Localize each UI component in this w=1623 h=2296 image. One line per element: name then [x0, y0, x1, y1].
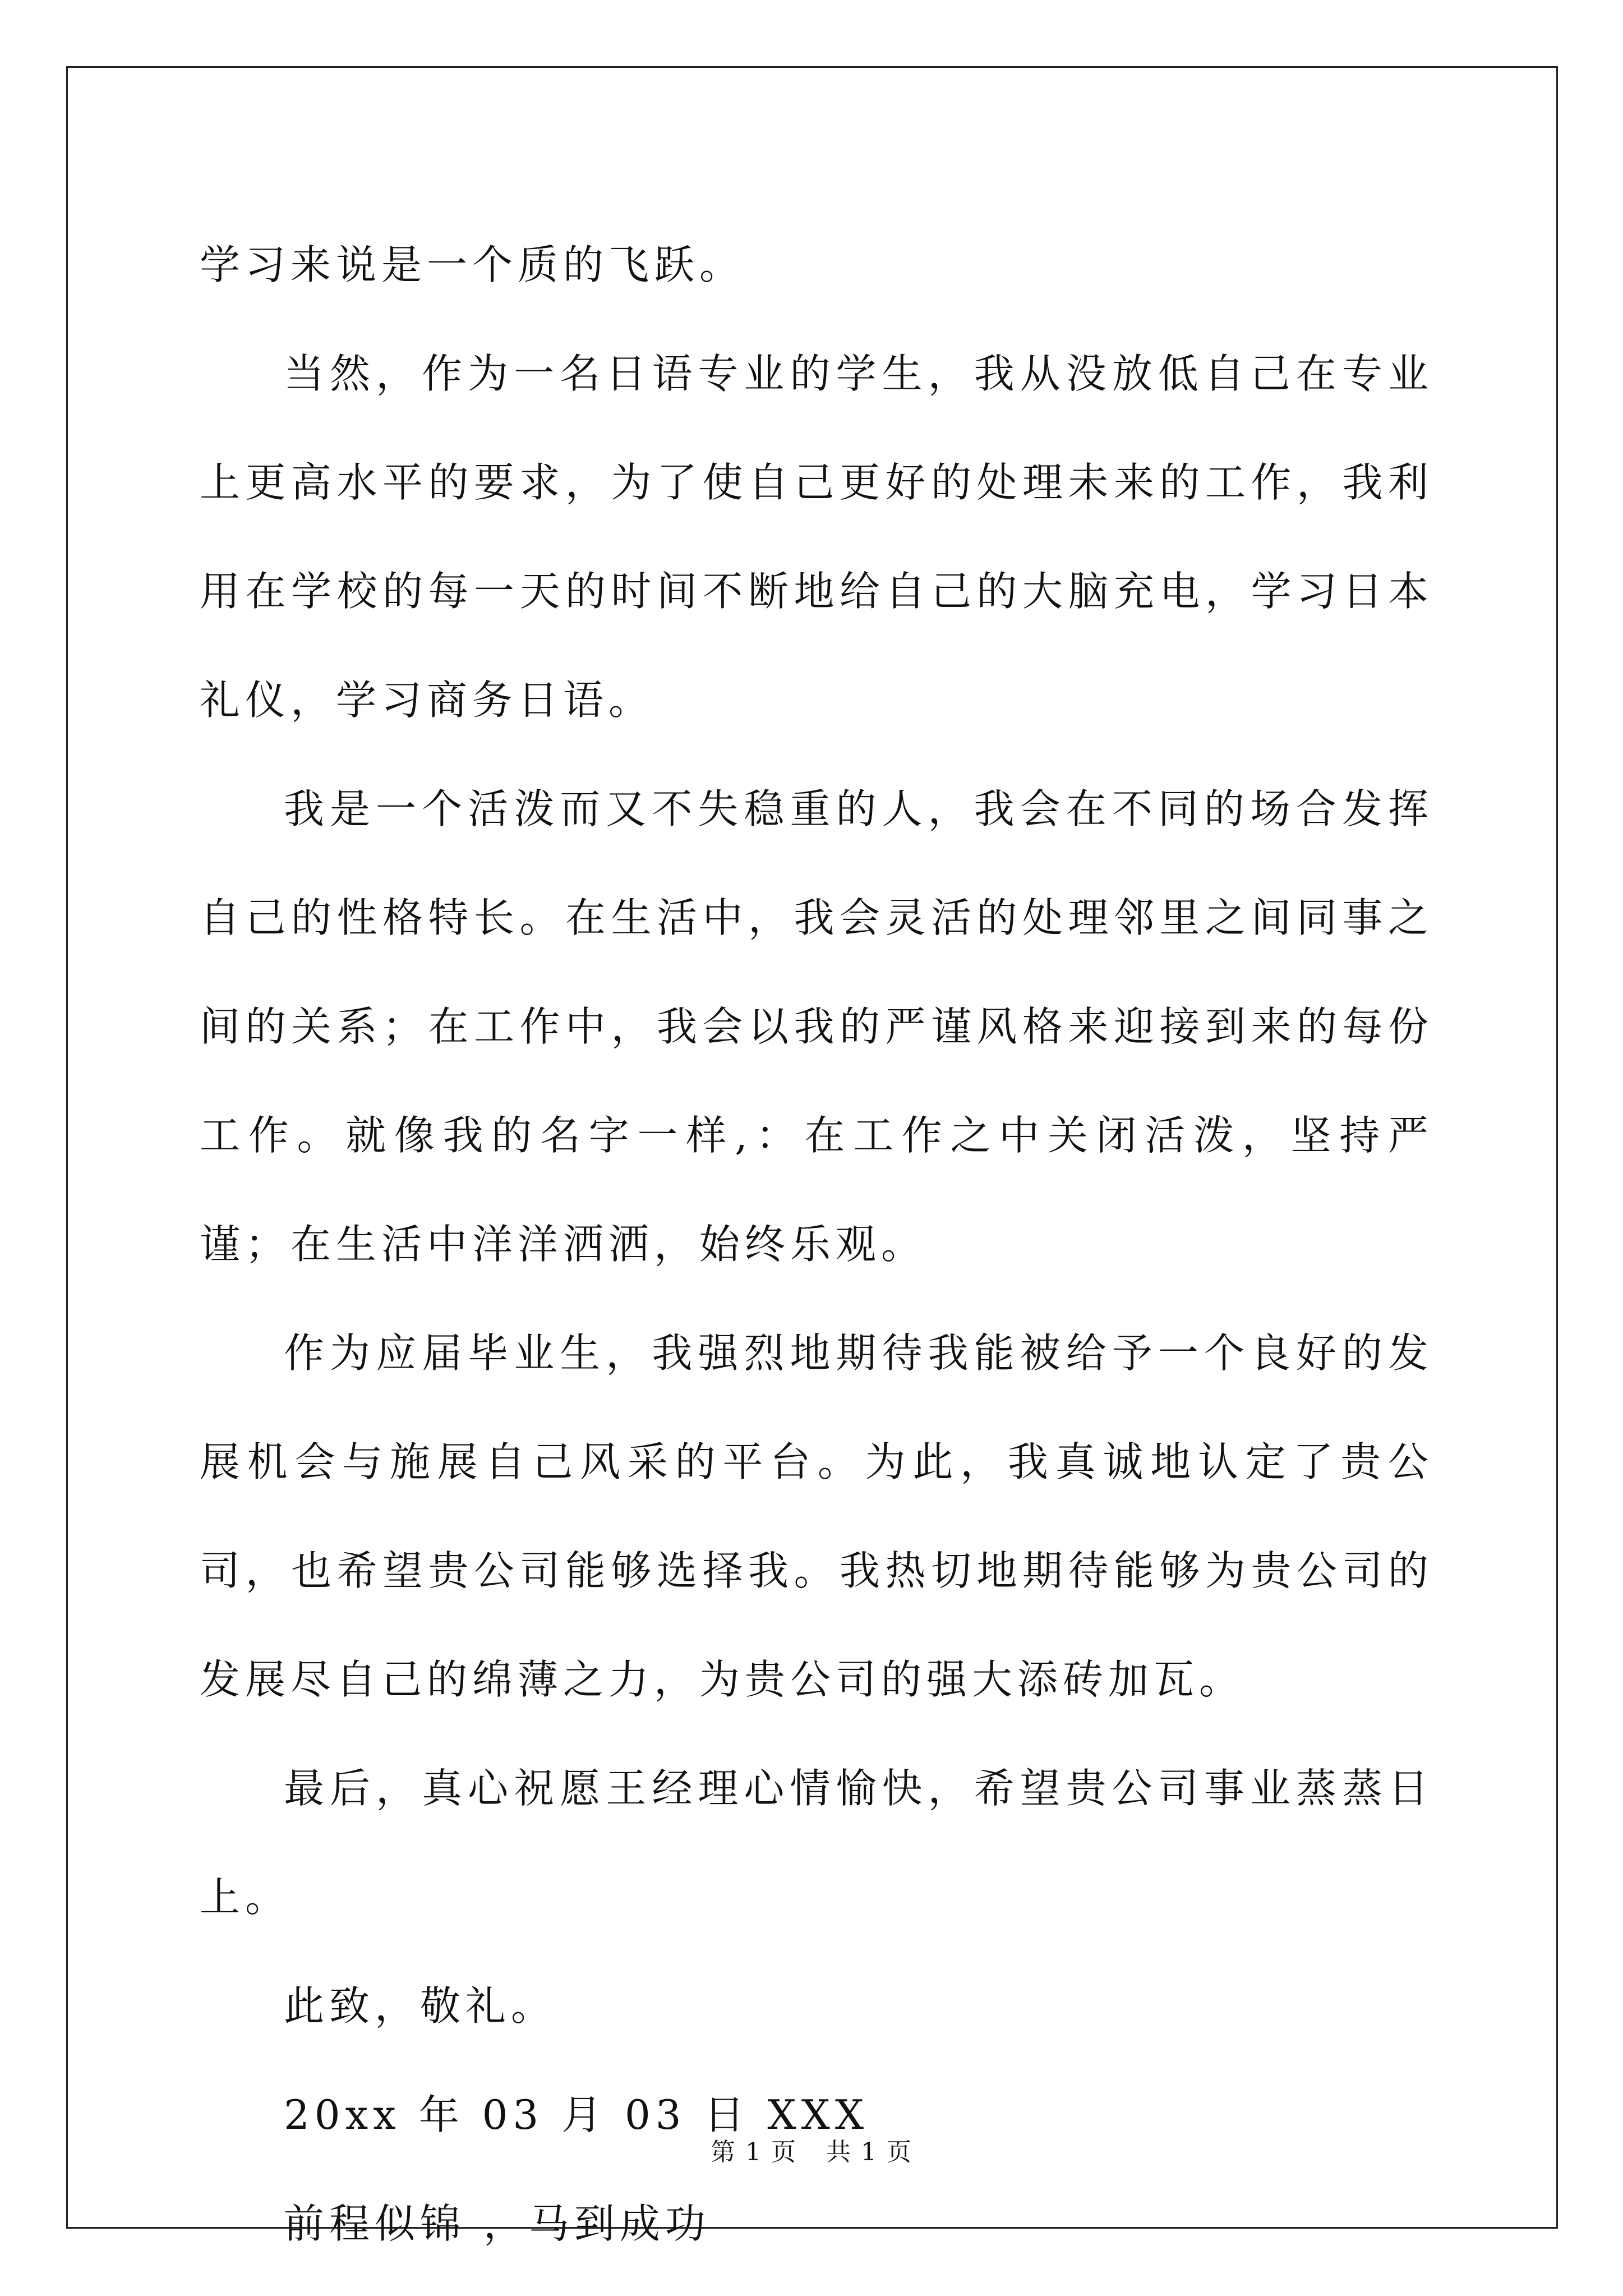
paragraph-expectation: 作为应届毕业生，我强烈地期待我能被给予一个良好的发展机会与施展自己风采的平台。为此，我真诚地认定了贵公司，也希望贵公司能够选择我。我热切地期待能够为贵公司的发展尽自己的绵薄之力，为贵公司的强大添砖加瓦。 — [200, 1329, 1433, 1703]
salutation-closing: 此致，敬礼。 — [284, 1982, 557, 2030]
page-number: 第 1 页 — [711, 2138, 797, 2166]
paragraph-japanese-major: 当然，作为一名日语专业的学生，我从没放低自己在专业上更高水平的要求，为了使自己更好的处理未来的工作，我利用在学校的每一天的时间不断地给自己的大脑充电，学习日本礼仪，学习商务日语。 — [200, 350, 1433, 724]
paragraph-personality: 我是一个活泼而又不失稳重的人，我会在不同的场合发挥自己的性格特长。在生活中，我会灵活的处理邻里之间同事之间的关系；在工作中，我会以我的严谨风格来迎接到来的每份工作。就像我的名字一样,：在工作之中关闭活泼，坚持严谨；在生活中洋洋洒洒，始终乐观。 — [200, 785, 1433, 1268]
letter-body — [200, 210, 1433, 2278]
paragraph-closing-wish: 最后，真心祝愿王经理心情愉快，希望贵公司事业蒸蒸日上。 — [200, 1765, 1433, 1921]
paragraph-continuation: 学习来说是一个质的飞跃。 — [200, 241, 745, 288]
blessing-line: 前程似锦 ，马到成功 — [284, 2200, 711, 2247]
date-signature: 20xx 年 03 月 03 日 XXX — [284, 2091, 869, 2138]
page-total: 共 1 页 — [826, 2138, 912, 2166]
page-footer — [0, 2132, 1623, 2168]
